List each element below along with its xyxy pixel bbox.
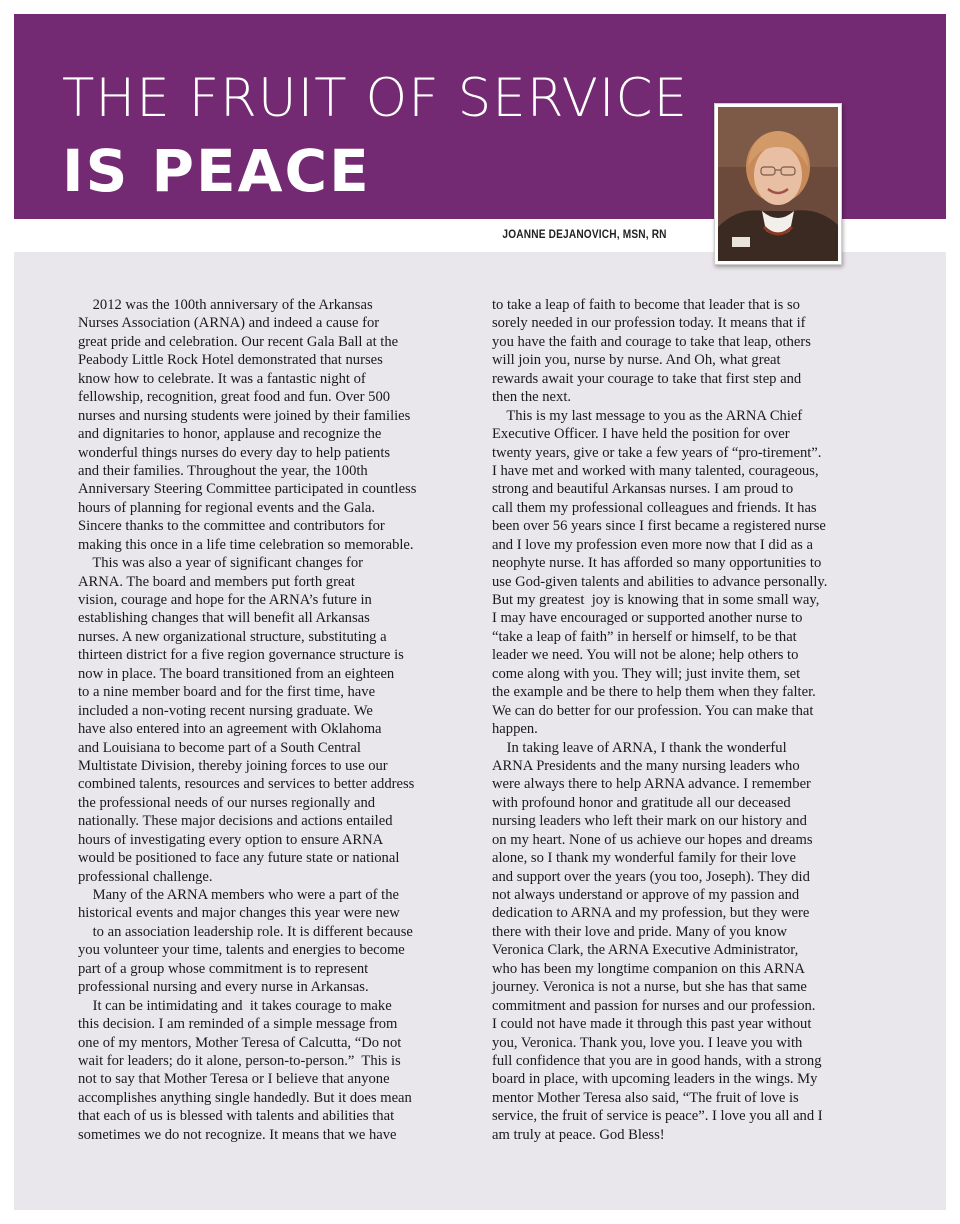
article-text-line: ARNA. The board and members put forth great [78, 573, 355, 590]
article-text-line: hours of investigating every option to ensure ARNA [78, 831, 384, 848]
article-text-line: sometimes we do not recognize. It means that we have [78, 1126, 397, 1143]
article-text-line: this decision. I am reminded of a simple message from [78, 1016, 398, 1033]
article-text-line: service, the fruit of service is peace”. I love you all and I [492, 1108, 823, 1125]
article-text-line: strong and beautiful Arkansas nurses. I am proud to [492, 481, 794, 498]
article-text-line: then the next. [492, 389, 572, 406]
article-text-line: In taking leave of ARNA, I thank the wonderful [492, 739, 787, 756]
article-text-line: ARNA Presidents and the many nursing leaders who [492, 757, 800, 774]
article-text-line: Peabody Little Rock Hotel demonstrated that nurses [78, 352, 383, 369]
article-text-line: who has been my longtime companion on this ARNA [492, 960, 805, 977]
article-text-line: twenty years, give or take a few years of “pro-tirement”. [492, 444, 822, 461]
article-text-line: accomplishes anything single handedly. But it does mean [78, 1089, 412, 1106]
article-text-line: It can be intimidating and it takes courage to make [78, 997, 392, 1014]
article-text-line: But my greatest joy is knowing that in some small way, [492, 592, 820, 608]
article-title-line1: THE FRUIT OF SERVICE [62, 68, 689, 129]
article-text-line: Multistate Division, thereby joining forces to use our [78, 757, 388, 774]
article-text-line: and their families. Throughout the year, the 100th [78, 462, 368, 479]
article-text-line: making this once in a life time celebration so memorable. [78, 536, 414, 553]
article-text-line: This was also a year of significant changes for [78, 555, 364, 572]
article-text-line: 2012 was the 100th anniversary of the Arkansas [78, 297, 373, 313]
article-text-line: neophyte nurse. It has afforded so many opportunities to [492, 555, 822, 572]
article-column-2 [492, 296, 892, 1144]
article-text-line: to take a leap of faith to become that leader that is so [492, 297, 800, 313]
article-text-line: rewards await your courage to take that first step and [492, 370, 802, 387]
article-text-line: sorely needed in our profession today. It means that if [492, 315, 806, 332]
author-portrait-icon [718, 107, 838, 261]
article-text-line: Nurses Association (ARNA) and indeed a cause for [78, 315, 380, 332]
article-text-line: nurses. A new organizational structure, substituting a [78, 628, 387, 645]
article-text-line: nationally. These major decisions and actions entailed [78, 813, 393, 830]
article-text-line: use God-given talents and abilities to advance personally. [492, 573, 828, 590]
article-text-line: wait for leaders; do it alone, person-to-person.” This is [78, 1052, 401, 1069]
article-text-line: and I love my profession even more now that I did as a [492, 536, 813, 553]
article-text-line: and dignitaries to honor, applause and recognize the [78, 426, 382, 443]
article-text-line: am truly at peace. God Bless! [492, 1126, 665, 1143]
article-text-line: on my heart. None of us achieve our hopes and dreams [492, 831, 813, 848]
article-text-line: to a nine member board and for the first time, have [78, 684, 376, 701]
article-text-line: have also entered into an agreement with Oklahoma [78, 721, 382, 738]
article-text-line: were always there to help ARNA advance. I remember [492, 776, 811, 793]
article-text-line: journey. Veronica is not a nurse, but she has that same [492, 979, 807, 996]
author-photo [714, 103, 842, 265]
article-text-line: Anniversary Steering Committee participated in countless [78, 481, 417, 498]
article-text-line: thirteen district for a five region governance structure is [78, 647, 404, 664]
article-text-line: one of my mentors, Mother Teresa of Calcutta, “Do not [78, 1034, 402, 1051]
article-text-line: full confidence that you are in good hands, with a strong [492, 1052, 822, 1069]
article-text-line: leader we need. You will not be alone; help others to [492, 647, 799, 664]
article-text-line: know how to celebrate. It was a fantastic night of [78, 370, 366, 387]
article-text-line: not to say that Mother Teresa or I believe that anyone [78, 1071, 390, 1088]
article-text-line: been over 56 years since I first became a registered nurse [492, 518, 826, 535]
article-text-line: you have the faith and courage to take that leap, others [492, 333, 811, 350]
article-text-line: the professional needs of our nurses regionally and [78, 794, 376, 811]
article-text-line: that each of us is blessed with talents and abilities that [78, 1108, 395, 1125]
article-text-line: professional nursing and every nurse in Arkansas. [78, 979, 369, 996]
article-text-line: will join you, nurse by nurse. And Oh, what great [492, 352, 781, 369]
article-text-line: This is my last message to you as the ARNA Chief [492, 407, 803, 424]
article-text-line: included a non-voting recent nursing graduate. We [78, 702, 373, 719]
article-text-line: now in place. The board transitioned from an eighteen [78, 665, 395, 682]
article-text-line: Executive Officer. I have held the position for over [492, 426, 790, 443]
article-text-line: the example and be there to help them when they falter. [492, 684, 816, 701]
article-text-line: call them my professional colleagues and friends. It has [492, 499, 817, 516]
article-text-line: vision, courage and hope for the ARNA’s future in [78, 592, 372, 608]
article-text-line: professional challenge. [78, 868, 213, 885]
article-text-line: mentor Mother Teresa also said, “The fruit of love is [492, 1089, 799, 1106]
article-text-line: fellowship, recognition, great food and fun. Over 500 [78, 389, 391, 406]
article-text-line: commitment and passion for nurses and our profession. [492, 997, 816, 1014]
article-text-line: would be positioned to face any future state or national [78, 850, 400, 867]
article-text-line: I have met and worked with many talented, courageous, [492, 462, 819, 479]
article-title-line2: IS PEACE [62, 137, 371, 205]
article-text-line: nurses and nursing students were joined by their families [78, 407, 411, 424]
article-text-line: board in place, with upcoming leaders in the wings. My [492, 1071, 818, 1088]
article-text-line: alone, so I thank my wonderful family for their love [492, 850, 796, 867]
author-byline: JOANNE DEJANOVICH, MSN, RN [502, 229, 667, 241]
article-text-line: part of a group whose commitment is to represent [78, 960, 369, 977]
article-text-line: you, Veronica. Thank you, love you. I leave you with [492, 1034, 803, 1051]
article-text-line: I may have encouraged or supported another nurse to [492, 610, 803, 627]
article-text-line: Veronica Clark, the ARNA Executive Administrator, [492, 942, 799, 959]
article-text-line: Many of the ARNA members who were a part of the [78, 887, 399, 903]
article-text-line: hours of planning for regional events and the Gala. [78, 499, 376, 516]
article-text-line: I could not have made it through this past year without [492, 1016, 812, 1033]
article-text-line: you volunteer your time, talents and energies to become [78, 942, 405, 959]
article-text-line: wonderful things nurses do every day to help patients [78, 444, 391, 461]
article-text-line: and Louisiana to become part of a South Central [78, 739, 361, 756]
article-text-line: “take a leap of faith” in herself or himself, to be that [492, 628, 797, 645]
article-text-line: come along with you. They will; just invite them, set [492, 665, 801, 682]
article-text-line: combined talents, resources and services to better address [78, 776, 415, 793]
article-text-line: not always understand or approve of my passion and [492, 887, 800, 903]
article-text-line: dedication to ARNA and my profession, but they were [492, 905, 810, 922]
article-text-line: happen. [492, 721, 538, 738]
article-text-line: and support over the years (you too, Joseph). They did [492, 868, 810, 885]
article-column-1 [78, 296, 478, 1144]
article-text-line: Sincere thanks to the committee and contributors for [78, 518, 385, 535]
article-text-line: with profound honor and gratitude all our deceased [492, 794, 791, 811]
article-text-line: establishing changes that will benefit all Arkansas [78, 610, 370, 627]
article-text-line: there with their love and pride. Many of you know [492, 923, 788, 940]
article-text-line: We can do better for our profession. You can make that [492, 702, 814, 719]
article-text-line: to an association leadership role. It is different because [78, 923, 413, 940]
article-text-line: historical events and major changes this year were new [78, 905, 400, 922]
article-text-line: great pride and celebration. Our recent Gala Ball at the [78, 333, 399, 350]
article-text-line: nursing leaders who left their mark on our history and [492, 813, 807, 830]
